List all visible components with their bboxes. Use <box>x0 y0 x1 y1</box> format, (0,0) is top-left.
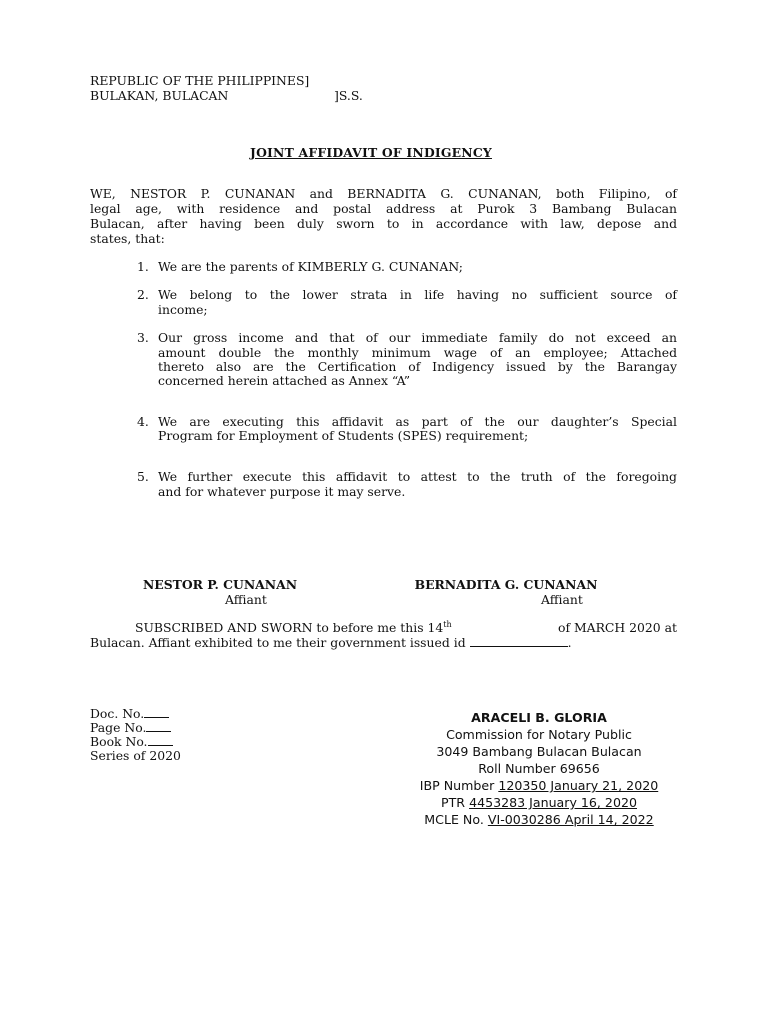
notary-commission: Commission for Notary Public <box>446 727 632 742</box>
document-title: JOINT AFFIDAVIT OF INDIGENCY <box>250 145 492 160</box>
jurat-text-2: of MARCH 2020 at <box>557 620 677 635</box>
item-number: 4. <box>137 414 149 429</box>
doc-entry: Doc. No. <box>90 706 169 721</box>
item-number: 5. <box>137 469 149 484</box>
item-number: 1. <box>137 259 149 274</box>
item-line: We belong to the lower strata in life having no sufficient source of <box>158 287 677 302</box>
notary-ptr: PTR 4453283 January 16, 2020 <box>441 795 637 810</box>
ibp-value: 120350 January 21, 2020 <box>498 778 659 793</box>
caption-line-2-left: BULAKAN, BULACAN <box>90 88 229 103</box>
jurat-text-1: SUBSCRIBED AND SWORN to before me this 14th <box>135 620 452 635</box>
blank-line <box>144 707 169 718</box>
item-number: 3. <box>137 330 149 345</box>
doc-entry: Page No. <box>90 720 171 735</box>
notary-address: 3049 Bambang Bulacan Bulacan <box>436 744 642 759</box>
jurat-superscript: th <box>443 620 452 629</box>
item-line: We are the parents of KIMBERLY G. CUNANAN; <box>158 259 463 274</box>
id-blank-line <box>470 636 568 647</box>
item-line: We are executing this affidavit as part of the our daughter’s Special <box>158 414 677 429</box>
item-number: 2. <box>137 287 149 302</box>
caption-line-2-right: ]S.S. <box>334 88 363 103</box>
doc-entry: Series of 2020 <box>90 748 181 763</box>
item-line: Our gross income and that of our immediate family do not exceed an <box>158 330 677 345</box>
item-line: income; <box>158 302 208 317</box>
mcle-value: VI-0030286 April 14, 2022 <box>487 812 654 827</box>
ptr-value: 4453283 January 16, 2020 <box>469 795 637 810</box>
blank-line <box>146 721 171 732</box>
item-line: Program for Employment of Students (SPES) requirement; <box>158 428 529 443</box>
notary-roll: Roll Number 69656 <box>478 761 600 776</box>
item-line: amount double the monthly minimum wage of an employee; Attached <box>158 345 677 360</box>
intro-line-3: Bulacan, after having been duly sworn to in accordance with law, depose and <box>90 216 677 231</box>
notary-name: ARACELI B. GLORIA <box>471 710 607 725</box>
intro-line-4: states, that: <box>90 231 165 246</box>
jurat-line-1 <box>135 620 677 635</box>
item-line: We further execute this affidavit to attest to the truth of the foregoing <box>158 469 677 484</box>
item-line: concerned herein attached as Annex “A” <box>158 373 411 388</box>
signatory-role-1: Affiant <box>225 592 267 607</box>
item-line: thereto also are the Certification of Indigency issued by the Barangay <box>158 359 677 374</box>
jurat-text-3: Bulacan. Affiant exhibited to me their government issued id <box>90 635 466 650</box>
signatory-role-2: Affiant <box>541 592 583 607</box>
blank-line <box>148 735 173 746</box>
doc-entry: Book No. <box>90 734 173 749</box>
notary-ibp: IBP Number 120350 January 21, 2020 <box>419 778 659 793</box>
jurat-line-2: Bulacan. Affiant exhibited to me their government issued id . <box>90 635 572 650</box>
intro-line-2: legal age, with residence and postal address at Purok 3 Bambang Bulacan <box>90 201 677 216</box>
signatory-name-2: BERNADITA G. CUNANAN <box>414 577 598 592</box>
signatory-name-1: NESTOR P. CUNANAN <box>142 577 298 592</box>
item-line: and for whatever purpose it may serve. <box>158 484 406 499</box>
caption-line-1: REPUBLIC OF THE PHILIPPINES] <box>90 73 310 88</box>
intro-line-1: WE, NESTOR P. CUNANAN and BERNADITA G. CUNANAN, both Filipino, of <box>90 186 677 201</box>
notary-mcle: MCLE No. VI-0030286 April 14, 2022 <box>424 812 654 827</box>
